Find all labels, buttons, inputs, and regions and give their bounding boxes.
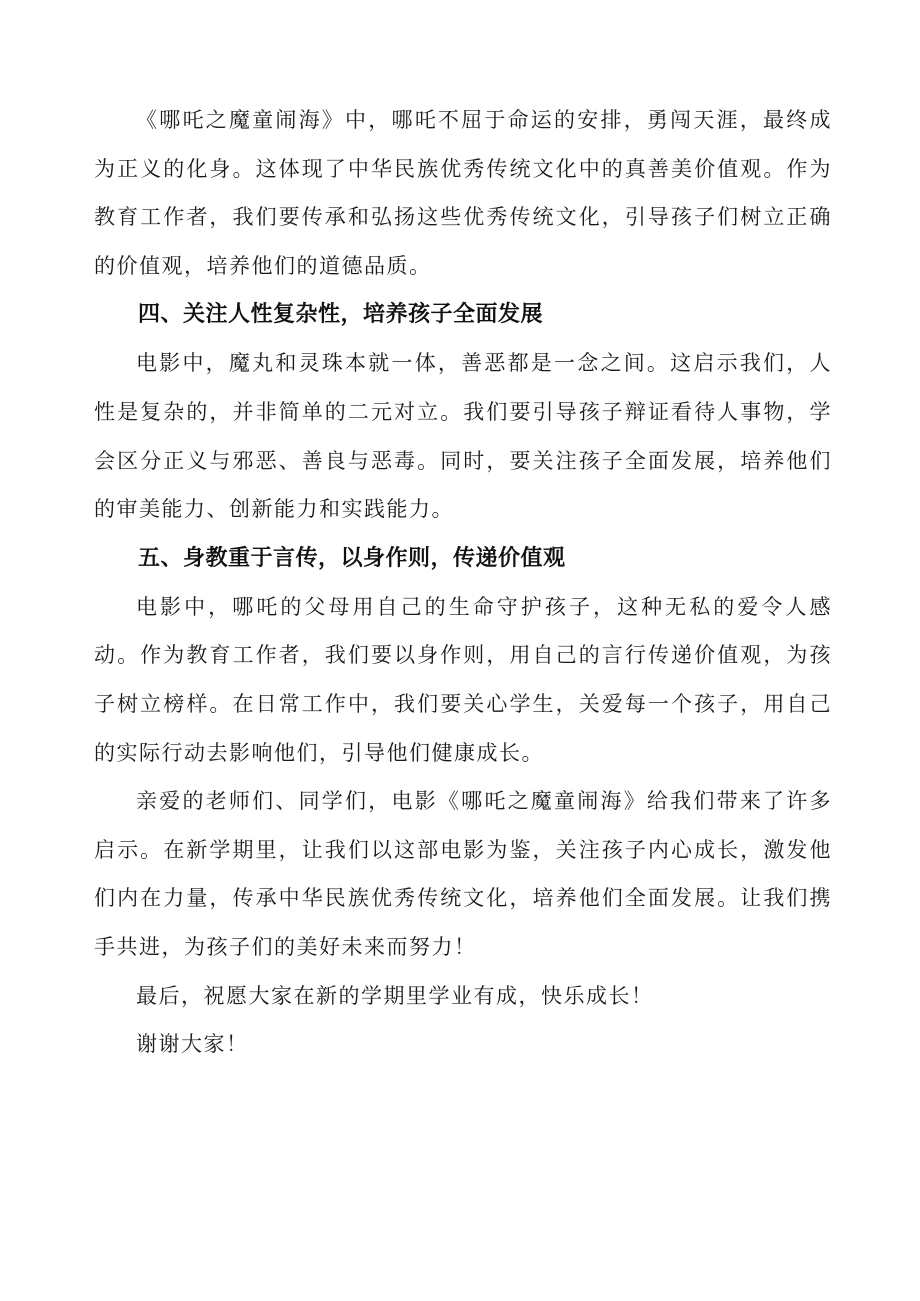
paragraph-wishes: 最后，祝愿大家在新的学期里学业有成，快乐成长！ [136, 983, 654, 1008]
document-body [94, 96, 832, 1069]
paragraph-conclusion: 亲爱的老师们、同学们，电影《哪吒之魔童闹海》给我们带来了许多启示。在新学期里，让我们以这部电影为鉴，关注孩子内心成长，激发他们内在力量，传承中华民族优秀传统文化，培养他们全面发展。让我们携手共进，为孩子们的美好未来而努力！ [94, 789, 832, 959]
paragraph-human-nature: 电影中，魔丸和灵珠本就一体，善恶都是一念之间。这启示我们，人性是复杂的，并非简单的二元对立。我们要引导孩子辩证看待人事物，学会区分正义与邪恶、善良与恶毒。同时，要关注孩子全面发展，培养他们的审美能力、创新能力和实践能力。 [94, 351, 832, 522]
paragraph-lead-by-example: 电影中，哪吒的父母用自己的生命守护孩子，这种无私的爱令人感动。作为教育工作者，我们要以身作则，用自己的言行传递价值观，为孩子树立榜样。在日常工作中，我们要关心学生，关爱每一个孩子，用自己的实际行动去影响他们，引导他们健康成长。 [94, 594, 832, 765]
section-heading-5: 五、身教重于言传，以身作则，传递价值观 [138, 545, 566, 571]
section-heading-4: 四、关注人性复杂性，培养孩子全面发展 [138, 302, 544, 328]
paragraph-tradition: 《哪吒之魔童闹海》中，哪吒不屈于命运的安排，勇闯天涯，最终成为正义的化身。这体现了中华民族优秀传统文化中的真善美价值观。作为教育工作者，我们要传承和弘扬这些优秀传统文化，引导孩子们树立正确的价值观，培养他们的道德品质。 [94, 108, 832, 278]
paragraph-thanks: 谢谢大家！ [136, 1032, 249, 1057]
